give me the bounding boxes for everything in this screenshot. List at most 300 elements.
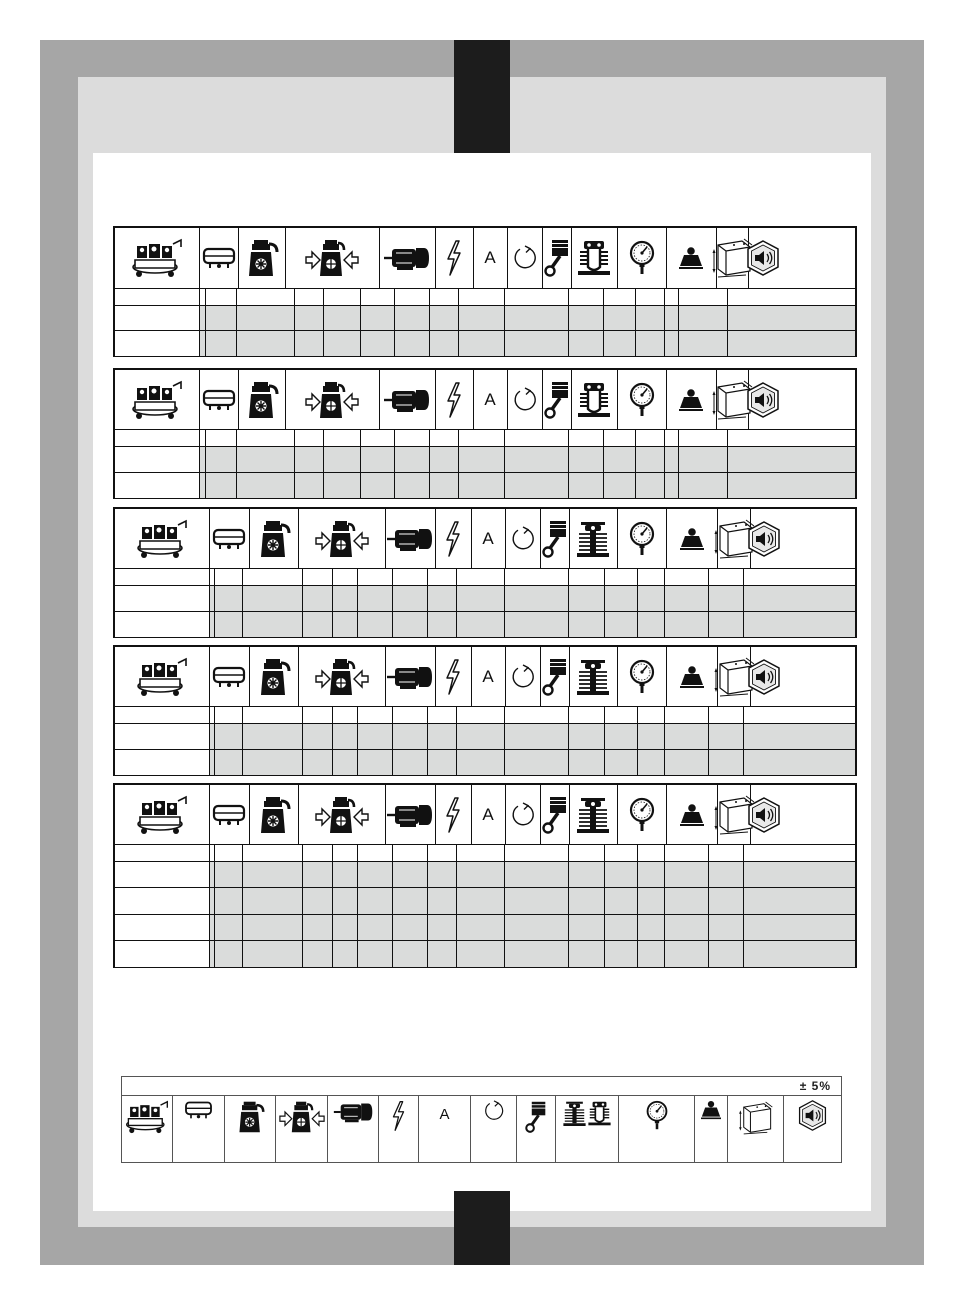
column-divider [568, 569, 569, 586]
column-divider [604, 845, 605, 862]
column-divider [427, 612, 428, 638]
model-cell [115, 447, 200, 473]
table-header-row [115, 228, 855, 289]
model-cell [115, 941, 210, 967]
column-divider [357, 724, 358, 750]
column-divider [504, 888, 505, 914]
motor-icon [383, 386, 431, 414]
column-divider [394, 430, 395, 447]
table-header-row [115, 785, 855, 845]
column-divider [360, 331, 361, 356]
table-row [115, 585, 855, 612]
column-divider [504, 707, 505, 724]
column-divider [429, 306, 430, 331]
header-cell-cylinder [571, 370, 618, 429]
header-cell-noise [748, 370, 777, 429]
column-divider [678, 289, 679, 306]
column-divider [743, 862, 744, 888]
column-divider [604, 724, 605, 750]
column-divider [708, 845, 709, 862]
weight-icon [679, 803, 705, 827]
column-divider [294, 430, 295, 447]
column-divider [708, 569, 709, 586]
column-divider [604, 941, 605, 967]
column-divider [357, 862, 358, 888]
header-cell-tank [209, 647, 250, 706]
column-divider [456, 941, 457, 967]
column-divider [458, 430, 459, 447]
rpm-icon [512, 387, 538, 413]
header-cell-pump [238, 370, 286, 429]
column-divider [357, 888, 358, 914]
column-divider [664, 750, 665, 776]
compressor-icon [136, 795, 188, 835]
column-divider [604, 750, 605, 776]
tank-icon [202, 388, 236, 412]
noise-icon [745, 382, 781, 418]
model-cell [115, 915, 210, 941]
ampere-icon: A [482, 528, 494, 548]
pressure-gauge-icon [628, 659, 656, 695]
voltage-icon [443, 520, 463, 558]
table-header-row [115, 370, 855, 430]
rpm-icon [510, 664, 536, 690]
column-divider [394, 306, 395, 331]
motor-icon [386, 663, 434, 691]
header-cell-ampere [471, 509, 506, 568]
legend-cell-rpm [471, 1096, 517, 1162]
column-divider [568, 750, 569, 776]
cylinder-icon [575, 796, 611, 834]
model-cell [115, 331, 200, 356]
column-divider [427, 569, 428, 586]
header-cell-airflow [298, 647, 386, 706]
column-divider [727, 447, 728, 473]
column-divider [456, 569, 457, 586]
header-cell-rpm [507, 228, 543, 288]
table-row [115, 940, 855, 967]
ampere-icon: A [482, 666, 494, 686]
column-divider [205, 430, 206, 447]
header-cell-piston [540, 785, 570, 844]
column-divider [568, 473, 569, 499]
column-divider [743, 941, 744, 967]
column-divider [568, 430, 569, 447]
tank-icon [212, 665, 246, 689]
bottom-index-tab [454, 1191, 510, 1265]
column-divider [678, 331, 679, 356]
table-row [115, 288, 855, 306]
pump-icon [257, 519, 291, 559]
column-divider [708, 586, 709, 612]
column-divider [637, 569, 638, 586]
noise-icon [745, 240, 781, 276]
column-divider [302, 750, 303, 776]
table-row [115, 472, 855, 499]
column-divider [727, 473, 728, 499]
model-cell [115, 612, 210, 638]
column-divider [664, 331, 665, 356]
column-divider [214, 612, 215, 638]
legend-cell-weight [695, 1096, 728, 1162]
column-divider [360, 430, 361, 447]
header-cell-weight [666, 647, 718, 706]
column-divider [637, 941, 638, 967]
column-divider [568, 331, 569, 356]
column-divider [708, 888, 709, 914]
column-divider [664, 473, 665, 499]
column-divider [604, 888, 605, 914]
ampere-icon: A [482, 804, 494, 824]
airflow-icon [304, 380, 360, 420]
header-cell-compressor [115, 228, 200, 288]
column-divider [743, 845, 744, 862]
column-divider [743, 612, 744, 638]
motor-icon [383, 244, 431, 272]
compressor-icon [131, 380, 183, 420]
column-divider [504, 612, 505, 638]
column-divider [323, 473, 324, 499]
column-divider [429, 473, 430, 499]
spec-table-5 [113, 783, 857, 968]
table-row [115, 330, 855, 356]
column-divider [604, 569, 605, 586]
legend-cell-airflow [276, 1096, 328, 1162]
column-divider [392, 724, 393, 750]
column-divider [743, 915, 744, 941]
legend-icon-row [122, 1095, 841, 1162]
column-divider [332, 862, 333, 888]
legend-cell-ampere [419, 1096, 471, 1162]
header-cell-pump [249, 509, 299, 568]
column-divider [332, 707, 333, 724]
column-divider [456, 862, 457, 888]
column-divider [323, 430, 324, 447]
column-divider [357, 941, 358, 967]
piston-icon [544, 380, 570, 420]
column-divider [604, 612, 605, 638]
column-divider [678, 306, 679, 331]
column-divider [236, 447, 237, 473]
column-divider [294, 473, 295, 499]
model-cell [115, 430, 200, 447]
column-divider [332, 888, 333, 914]
spec-table-4 [113, 645, 857, 776]
model-cell [115, 750, 210, 776]
header-cell-tank [209, 509, 250, 568]
column-divider [456, 750, 457, 776]
column-divider [302, 586, 303, 612]
header-cell-airflow [298, 509, 386, 568]
model-cell [115, 707, 210, 724]
header-cell-compressor [115, 785, 210, 844]
cylinder-icon [576, 381, 612, 419]
column-divider [664, 612, 665, 638]
header-cell-airflow [285, 370, 380, 429]
dimensions-icon [737, 1100, 774, 1141]
column-divider [456, 707, 457, 724]
header-cell-piston [542, 370, 572, 429]
column-divider [603, 289, 604, 306]
column-divider [214, 750, 215, 776]
airflow-icon [314, 657, 370, 697]
noise-icon [746, 797, 782, 833]
header-cell-piston [540, 509, 570, 568]
model-cell [115, 569, 210, 586]
column-divider [504, 915, 505, 941]
column-divider [504, 586, 505, 612]
column-divider [205, 289, 206, 306]
header-cell-gauge [617, 370, 667, 429]
header-cell-ampere [473, 228, 508, 288]
column-divider [504, 331, 505, 356]
column-divider [427, 707, 428, 724]
header-cell-cylinder [571, 228, 618, 288]
cylinder-icon [575, 520, 611, 558]
table-row [115, 844, 855, 862]
column-divider [664, 862, 665, 888]
column-divider [357, 612, 358, 638]
column-divider [504, 941, 505, 967]
column-divider [458, 289, 459, 306]
column-divider [427, 724, 428, 750]
column-divider [429, 331, 430, 356]
header-cell-voltage [435, 370, 474, 429]
column-divider [458, 306, 459, 331]
column-divider [504, 845, 505, 862]
column-divider [427, 845, 428, 862]
column-divider [242, 915, 243, 941]
column-divider [242, 845, 243, 862]
column-divider [236, 331, 237, 356]
column-divider [302, 845, 303, 862]
header-cell-rpm [507, 370, 543, 429]
spec-table-3 [113, 507, 857, 638]
column-divider [294, 447, 295, 473]
column-divider [392, 750, 393, 776]
column-divider [429, 289, 430, 306]
weight-icon [678, 246, 704, 270]
model-cell [115, 473, 200, 499]
header-cell-rpm [505, 509, 541, 568]
table-row [115, 887, 855, 914]
column-divider [392, 888, 393, 914]
column-divider [242, 612, 243, 638]
column-divider [294, 289, 295, 306]
column-divider [568, 941, 569, 967]
header-cell-piston [542, 228, 572, 288]
header-cell-compressor [115, 509, 210, 568]
column-divider [242, 750, 243, 776]
column-divider [332, 569, 333, 586]
voltage-icon [444, 239, 464, 277]
column-divider [664, 941, 665, 967]
column-divider [205, 447, 206, 473]
rpm-icon [512, 245, 538, 271]
noise-icon [746, 521, 782, 557]
column-divider [708, 941, 709, 967]
pressure-gauge-icon [645, 1100, 669, 1136]
column-divider [603, 447, 604, 473]
pressure-gauge-icon [628, 240, 656, 276]
legend-cell-noise [784, 1096, 841, 1162]
weight-icon [678, 388, 704, 412]
column-divider [568, 724, 569, 750]
column-divider [568, 447, 569, 473]
table-header-row [115, 509, 855, 569]
column-divider [637, 845, 638, 862]
column-divider [568, 306, 569, 331]
column-divider [360, 306, 361, 331]
column-divider [302, 888, 303, 914]
column-divider [214, 941, 215, 967]
header-cell-cylinder [569, 509, 618, 568]
column-divider [504, 569, 505, 586]
column-divider [214, 845, 215, 862]
column-divider [392, 569, 393, 586]
weight-icon [679, 665, 705, 689]
column-divider [743, 569, 744, 586]
column-divider [568, 862, 569, 888]
rpm-icon [483, 1100, 505, 1127]
column-divider [302, 941, 303, 967]
header-cell-voltage [435, 228, 474, 288]
column-divider [323, 289, 324, 306]
table-row [115, 706, 855, 724]
column-divider [504, 724, 505, 750]
column-divider [664, 447, 665, 473]
column-divider [242, 586, 243, 612]
column-divider [678, 430, 679, 447]
tank-icon [184, 1100, 213, 1125]
column-divider [394, 447, 395, 473]
piston-icon [542, 795, 568, 835]
column-divider [360, 447, 361, 473]
column-divider [456, 586, 457, 612]
header-cell-noise [750, 647, 777, 706]
column-divider [357, 750, 358, 776]
header-cell-voltage [435, 647, 472, 706]
column-divider [294, 306, 295, 331]
spec-table-1 [113, 226, 857, 357]
voltage-icon [443, 658, 463, 696]
pump-icon [257, 657, 291, 697]
column-divider [392, 707, 393, 724]
column-divider [504, 289, 505, 306]
column-divider [743, 750, 744, 776]
column-divider [242, 724, 243, 750]
column-divider [427, 915, 428, 941]
column-divider [637, 586, 638, 612]
column-divider [743, 888, 744, 914]
header-cell-cylinder [569, 647, 618, 706]
cylinder-icon [575, 658, 611, 696]
header-cell-motor [379, 370, 436, 429]
column-divider [214, 888, 215, 914]
table-row [115, 429, 855, 447]
column-divider [360, 289, 361, 306]
column-divider [236, 306, 237, 331]
column-divider [236, 289, 237, 306]
rpm-icon [510, 802, 536, 828]
voltage-icon [443, 796, 463, 834]
column-divider [392, 612, 393, 638]
column-divider [205, 473, 206, 499]
column-divider [708, 724, 709, 750]
model-cell [115, 306, 200, 331]
column-divider [357, 707, 358, 724]
column-divider [332, 750, 333, 776]
column-divider [458, 447, 459, 473]
compressor-icon [136, 657, 188, 697]
column-divider [456, 915, 457, 941]
legend-cell-tank [173, 1096, 225, 1162]
column-divider [236, 473, 237, 499]
column-divider [392, 845, 393, 862]
column-divider [214, 862, 215, 888]
column-divider [568, 888, 569, 914]
model-cell [115, 724, 210, 750]
ampere-icon: A [484, 248, 496, 267]
header-cell-noise [750, 509, 777, 568]
column-divider [458, 331, 459, 356]
cylinder-icon [562, 1100, 587, 1132]
header-cell-airflow [285, 228, 380, 288]
column-divider [302, 915, 303, 941]
model-cell [115, 888, 210, 914]
column-divider [214, 724, 215, 750]
column-divider [603, 331, 604, 356]
column-divider [743, 707, 744, 724]
column-divider [637, 888, 638, 914]
header-cell-gauge [617, 785, 667, 844]
column-divider [664, 586, 665, 612]
column-divider [568, 612, 569, 638]
header-cell-voltage [435, 509, 472, 568]
column-divider [637, 612, 638, 638]
column-divider [214, 569, 215, 586]
model-cell [115, 289, 200, 306]
pump-icon [236, 1100, 265, 1139]
column-divider [242, 941, 243, 967]
column-divider [427, 888, 428, 914]
column-divider [242, 862, 243, 888]
column-divider [242, 707, 243, 724]
compressor-icon [125, 1100, 169, 1139]
pump-icon [245, 380, 279, 420]
column-divider [236, 430, 237, 447]
column-divider [664, 888, 665, 914]
column-divider [214, 915, 215, 941]
column-divider [664, 845, 665, 862]
column-divider [603, 473, 604, 499]
column-divider [357, 586, 358, 612]
legend-box [121, 1076, 842, 1163]
column-divider [603, 430, 604, 447]
legend-cell-compressor [122, 1096, 173, 1162]
column-divider [504, 473, 505, 499]
header-cell-gauge [617, 647, 667, 706]
column-divider [568, 845, 569, 862]
column-divider [242, 888, 243, 914]
legend-cell-pump [225, 1096, 276, 1162]
column-divider [302, 724, 303, 750]
pressure-gauge-icon [628, 797, 656, 833]
column-divider [604, 707, 605, 724]
legend-cell-cylinder [556, 1096, 619, 1162]
table-row [115, 749, 855, 776]
piston-icon [525, 1100, 547, 1139]
